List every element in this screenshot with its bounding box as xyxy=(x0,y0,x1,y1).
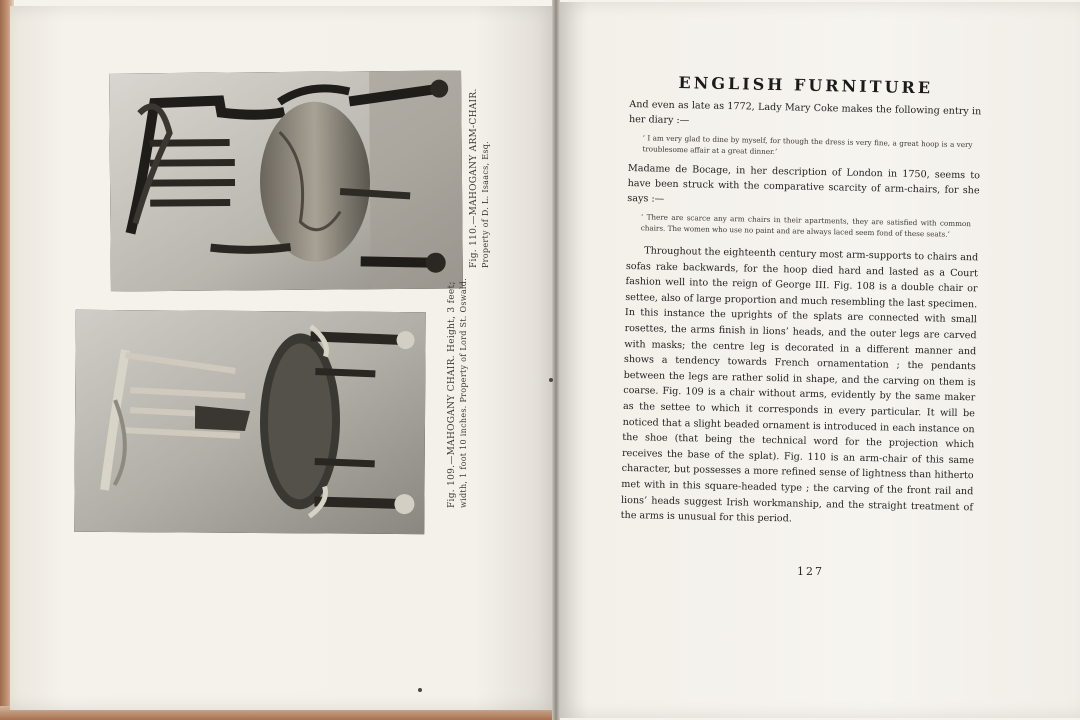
armchair-caption-title: Fig. 110.—MAHOGANY ARM-CHAIR. xyxy=(469,88,479,268)
diary-quote: ‘ I am very glad to dine by myself, for though the dress is very fine, a great hoop is a very troublesome affair at a great dinner.’ xyxy=(642,133,973,156)
main-paragraph: Throughout the eighteenth century most arm-supports to chairs and sofas rake backwards, for the hoop died hard and lasted as a Court fashion well into the reign of George III. Fig. 108 is a double chair or settee, also of large proportion and much resembling the last specimen. In this instance the uprights of the splats are connected with small rosettes, the arms finish in lions’ heads, and the outer legs are carved with masks; the centre leg is decorated in a different manner and shows a tendency towards French ornamentation ; the pendants between the legs are rather solid in shape, and the carving on them is coarse. Fig. 109 is a chair without arms, evidently by the same maker as the settee to which it corresponds in every particular. It will be noticed that a slight beaded ornament is introduced in each instance on the shoe (that being the technical word for the projection which receives the base of the splat). Fig. 110 is an arm-chair of this same character, but possesses a more refined sense of lightness than hitherto met with in this square-headed type ; the carving of the front rail and lions’ heads suggest Irish workmanship, and the straight treatment of the arms is unusual for this period. xyxy=(620,245,979,525)
armchair-photo xyxy=(109,70,463,291)
right-page-text xyxy=(620,72,982,537)
intro-paragraph: And even as late as 1772, Lady Mary Coke makes the following entry in her diary :— xyxy=(628,98,982,127)
armchair-caption-property: Property of D. L. Isaacs, Esq. xyxy=(481,141,490,268)
gutter-speck xyxy=(549,378,553,382)
bocage-paragraph: Madame de Bocage, in her description of London in 1750, seems to have been struck with the comparative scarcity of arm-chairs, for she says :— xyxy=(627,162,981,205)
bocage-quote: ‘ There are scarce any arm chairs in their apartments, they are satisfied with common chairs. The women who use no paint and are always laced seem fond of these seats.’ xyxy=(640,212,971,239)
chair-caption xyxy=(446,278,470,508)
armchair-caption xyxy=(468,88,492,268)
chair-photo xyxy=(74,310,426,534)
page-heading: ENGLISH FURNITURE xyxy=(678,73,934,98)
page-number: 127 xyxy=(797,565,824,578)
page-speck xyxy=(418,688,422,692)
book-gutter xyxy=(552,0,560,720)
chair-caption-title: Fig. 109.—MAHOGANY CHAIR. Height, 3 feet; xyxy=(447,281,457,508)
chair-caption-dimensions: width, 1 foot 10 inches. Property of Lord St. Oswald. xyxy=(459,277,468,508)
